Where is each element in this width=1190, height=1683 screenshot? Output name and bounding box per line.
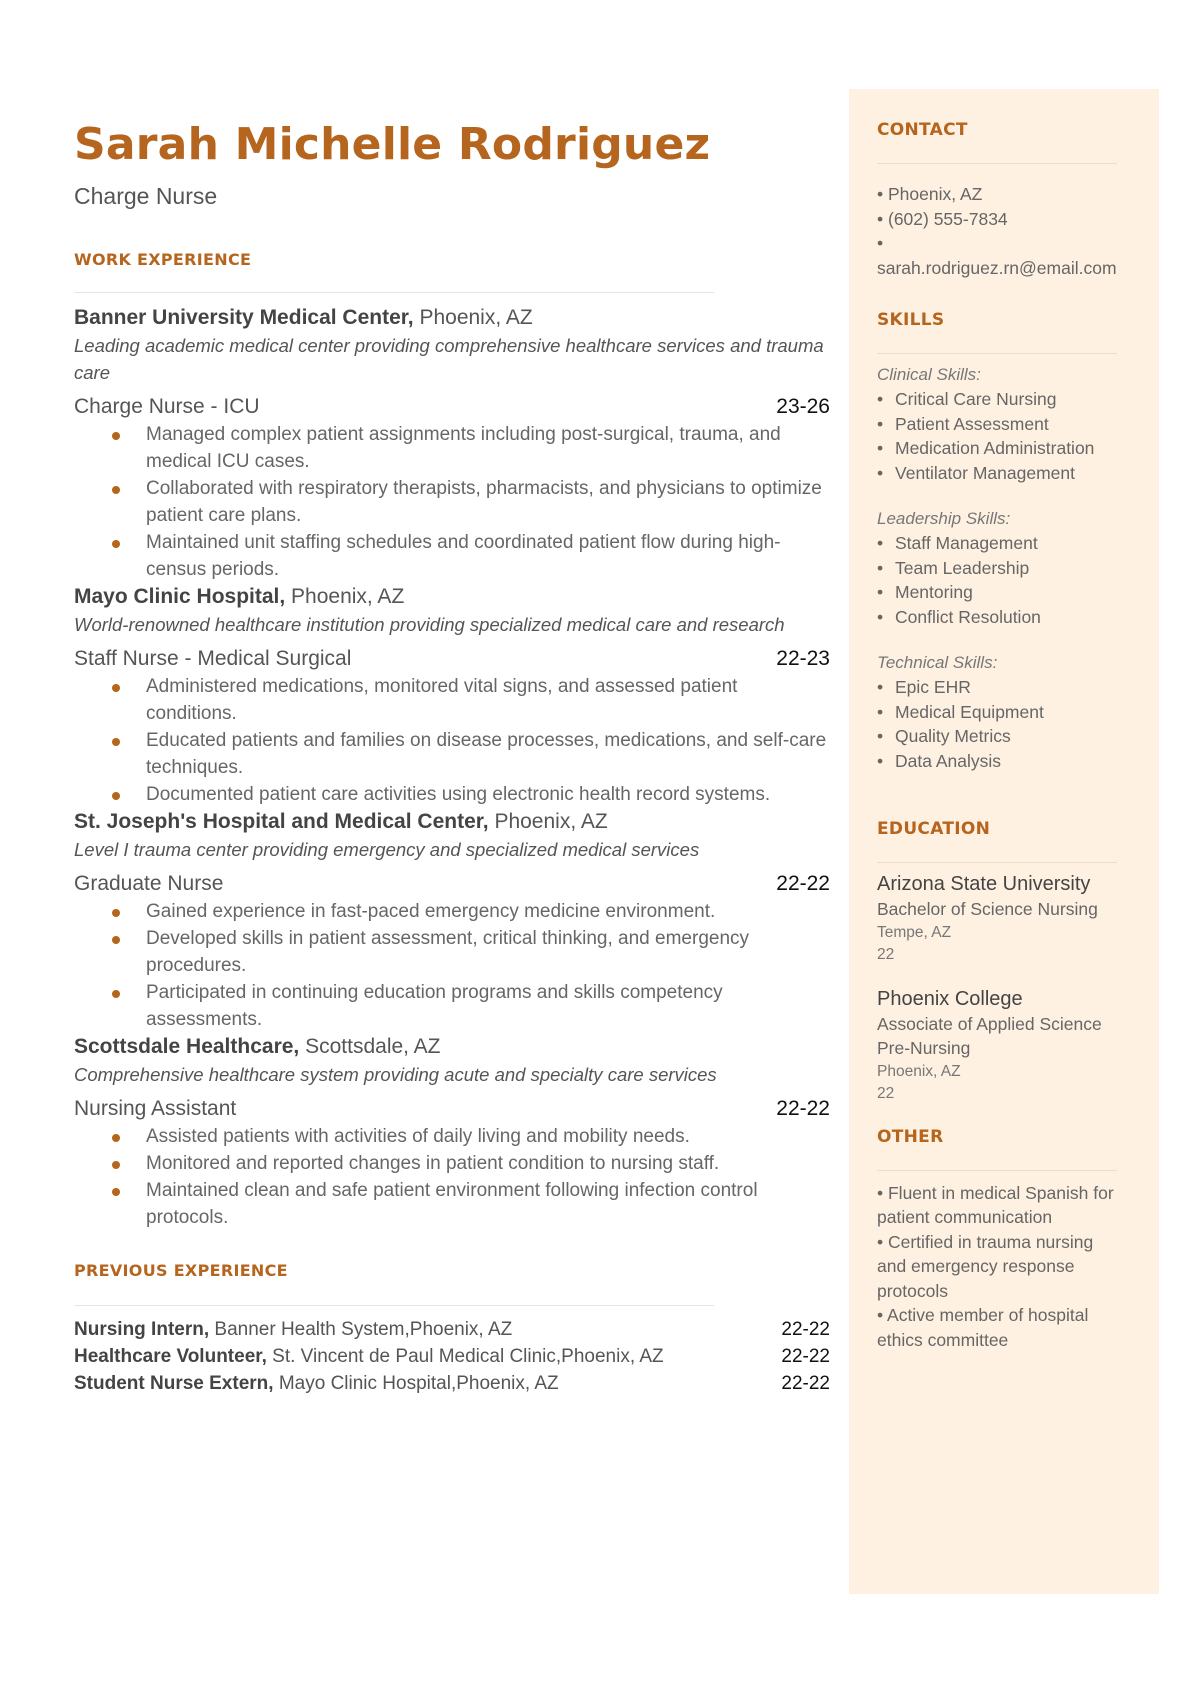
bullet-icon: • — [877, 750, 884, 771]
skill-name: Mentoring — [895, 582, 973, 602]
role-row — [74, 870, 830, 898]
responsibility-text: Assisted patients with activities of daily living and mobility needs. — [146, 1126, 690, 1147]
company-name: Banner University Medical Center, — [74, 306, 414, 329]
previous-role: Student Nurse Extern, — [74, 1373, 274, 1394]
skill-item — [877, 531, 1117, 556]
job-entry — [74, 304, 830, 583]
skill-item — [877, 749, 1117, 774]
role-dates: 23-26 — [776, 395, 830, 418]
divider — [877, 1170, 1117, 1171]
responsibility-text: Maintained unit staffing schedules and coordinated patient flow during high-census periods. — [146, 532, 781, 580]
responsibility-text: Gained experience in fast-paced emergency medicine environment. — [146, 901, 716, 922]
previous-dates: 22-22 — [781, 1373, 830, 1394]
bullet-dot-icon — [112, 792, 120, 800]
divider — [74, 1305, 714, 1306]
skill-item — [877, 724, 1117, 749]
contact-location: • Phoenix, AZ — [877, 184, 983, 204]
responsibility-item — [74, 727, 830, 781]
role-dates: 22-22 — [776, 1097, 830, 1120]
previous-experience-row — [74, 1316, 830, 1343]
company-description: Leading academic medical center providing comprehensive healthcare services and trauma care — [74, 335, 824, 383]
company-name: Scottsdale Healthcare, — [74, 1035, 300, 1058]
education-location: Tempe, AZ — [877, 923, 952, 941]
bullet-icon: • — [877, 726, 884, 746]
skill-name: Medication Administration — [895, 438, 1095, 458]
skill-name: Data Analysis — [895, 750, 1002, 771]
bullet-icon: • — [877, 462, 884, 483]
job-entry — [74, 808, 830, 1033]
skill-item — [877, 461, 1117, 486]
bullet-dot-icon — [112, 990, 120, 998]
skill-item — [877, 436, 1117, 461]
responsibility-item — [74, 979, 830, 1033]
responsibility-text: Documented patient care activities using electronic health record systems. — [146, 784, 771, 805]
skill-item — [877, 605, 1117, 630]
contact-heading: CONTACT — [877, 120, 968, 140]
skills-heading: SKILLS — [877, 310, 945, 330]
candidate-name: Sarah Michelle Rodriguez — [74, 119, 711, 170]
company-line — [74, 808, 830, 836]
role-title: Graduate Nurse — [74, 872, 224, 895]
role-row — [74, 393, 830, 421]
divider — [877, 163, 1117, 164]
degree: Associate of Applied Science Pre-Nursing — [877, 1013, 1102, 1058]
bullet-dot-icon — [112, 684, 120, 692]
bullet-dot-icon — [112, 1188, 120, 1196]
responsibility-text: Developed skills in patient assessment, critical thinking, and emergency procedures. — [146, 928, 750, 976]
company-name: St. Joseph's Hospital and Medical Center, — [74, 810, 489, 833]
previous-dates: 22-22 — [781, 1319, 830, 1340]
bullet-dot-icon — [112, 936, 120, 944]
responsibility-item — [74, 421, 830, 475]
previous-role: Healthcare Volunteer, — [74, 1346, 267, 1367]
bullet-dot-icon — [112, 1161, 120, 1169]
skill-item — [877, 580, 1117, 605]
education-year: 22 — [877, 1084, 895, 1102]
previous-place: Mayo Clinic Hospital,Phoenix, AZ — [273, 1373, 559, 1394]
previous-experience-heading: PREVIOUS EXPERIENCE — [74, 1261, 288, 1280]
sidebar — [849, 89, 1159, 1594]
role-dates: 22-23 — [776, 647, 830, 670]
other-item: • Fluent in medical Spanish for patient communication — [877, 1182, 1114, 1227]
role-title: Staff Nurse - Medical Surgical — [74, 647, 352, 670]
degree: Bachelor of Science Nursing — [877, 899, 1098, 919]
skill-name: Team Leadership — [895, 557, 1030, 578]
divider — [877, 862, 1117, 863]
contact-phone[interactable]: • (602) 555-7834 — [877, 208, 1008, 229]
responsibility-list — [74, 898, 830, 1033]
role-title: Nursing Assistant — [74, 1097, 237, 1120]
skill-item — [877, 556, 1117, 581]
skill-name: Medical Equipment — [895, 701, 1044, 722]
previous-role: Nursing Intern, — [74, 1319, 210, 1340]
skill-name: Staff Management — [895, 533, 1038, 553]
contact-email-bullet: • — [877, 233, 884, 253]
education-heading: EDUCATION — [877, 819, 991, 839]
bullet-icon: • — [877, 438, 884, 458]
education-entry — [877, 986, 1117, 1105]
skill-name: Critical Care Nursing — [895, 389, 1057, 409]
skill-group — [877, 363, 1117, 485]
previous-experience-title-line — [74, 1343, 664, 1370]
role-row — [74, 1095, 830, 1123]
company-name: Mayo Clinic Hospital, — [74, 585, 286, 608]
education-year: 22 — [877, 945, 895, 963]
company-line — [74, 1033, 830, 1061]
responsibility-item — [74, 529, 830, 583]
other-item: • Certified in trauma nursing and emergency response protocols — [877, 1231, 1094, 1301]
responsibility-list — [74, 421, 830, 583]
bullet-icon: • — [877, 606, 884, 627]
previous-place: St. Vincent de Paul Medical Clinic,Phoenix, AZ — [266, 1346, 664, 1367]
skill-group — [877, 651, 1117, 773]
bullet-icon: • — [877, 389, 884, 409]
skill-name: Conflict Resolution — [895, 606, 1041, 627]
responsibility-text: Monitored and reported changes in patient condition to nursing staff. — [146, 1153, 720, 1174]
company-location: Scottsdale, AZ — [299, 1035, 441, 1058]
responsibility-text: Participated in continuing education programs and skills competency assessments. — [146, 982, 723, 1030]
skill-name: Quality Metrics — [895, 726, 1011, 746]
responsibility-item — [74, 1150, 830, 1177]
bullet-icon: • — [877, 557, 884, 578]
bullet-dot-icon — [112, 540, 120, 548]
education-entry — [877, 871, 1117, 966]
responsibility-list — [74, 1123, 830, 1231]
skills-list — [877, 363, 1117, 773]
responsibility-list — [74, 673, 830, 808]
company-line — [74, 304, 830, 332]
divider — [877, 353, 1117, 354]
company-description: Level I trauma center providing emergency and specialized medical services — [74, 839, 700, 860]
company-description: World-renowned healthcare institution providing specialized medical care and research — [74, 614, 785, 635]
role-row — [74, 645, 830, 673]
contact-email[interactable]: sarah.rodriguez.rn@email.com — [877, 257, 1117, 278]
company-location: Phoenix, AZ — [488, 810, 608, 833]
skill-name: Ventilator Management — [895, 462, 1075, 483]
previous-experience-title-line — [74, 1370, 559, 1397]
bullet-dot-icon — [112, 1134, 120, 1142]
previous-experience-list — [74, 1316, 830, 1397]
main-column — [74, 118, 830, 1397]
bullet-dot-icon — [112, 909, 120, 917]
contact-list — [877, 182, 1117, 280]
role-title: Charge Nurse - ICU — [74, 395, 260, 418]
skill-group — [877, 507, 1117, 629]
skill-item — [877, 675, 1117, 700]
previous-experience-title-line — [74, 1316, 512, 1343]
responsibility-text: Maintained clean and safe patient environment following infection control protocols. — [146, 1180, 758, 1228]
skill-category: Leadership Skills: — [877, 509, 1011, 528]
education-location: Phoenix, AZ — [877, 1062, 961, 1080]
other-item: • Active member of hospital ethics committee — [877, 1305, 1089, 1350]
work-experience-heading: WORK EXPERIENCE — [74, 250, 252, 269]
company-line — [74, 583, 830, 611]
previous-place: Banner Health System,Phoenix, AZ — [209, 1319, 513, 1340]
education-list — [877, 871, 1117, 1105]
role-dates: 22-22 — [776, 872, 830, 895]
job-entry — [74, 1033, 830, 1231]
bullet-icon: • — [877, 677, 884, 697]
bullet-icon: • — [877, 533, 884, 553]
bullet-dot-icon — [112, 486, 120, 494]
divider — [74, 292, 714, 293]
responsibility-item — [74, 673, 830, 727]
bullet-icon: • — [877, 413, 884, 434]
skill-name: Epic EHR — [895, 677, 971, 697]
job-title: Charge Nurse — [74, 183, 218, 209]
previous-dates: 22-22 — [781, 1346, 830, 1367]
bullet-icon: • — [877, 582, 884, 602]
bullet-icon: • — [877, 701, 884, 722]
responsibility-text: Educated patients and families on disease processes, medications, and self-care techniques. — [146, 730, 827, 778]
responsibility-item — [74, 898, 830, 925]
work-experience-list — [74, 304, 830, 1231]
company-location: Phoenix, AZ — [413, 306, 533, 329]
skill-item — [877, 700, 1117, 725]
other-list — [877, 1181, 1117, 1353]
job-entry — [74, 583, 830, 808]
responsibility-item — [74, 475, 830, 529]
previous-experience-row — [74, 1343, 830, 1370]
skill-name: Patient Assessment — [895, 413, 1049, 434]
skill-item — [877, 387, 1117, 412]
responsibility-text: Managed complex patient assignments including post-surgical, trauma, and medical ICU cases. — [146, 424, 781, 472]
bullet-dot-icon — [112, 738, 120, 746]
responsibility-text: Collaborated with respiratory therapists, pharmacists, and physicians to optimize patient care plans. — [146, 478, 822, 526]
skill-category: Clinical Skills: — [877, 365, 981, 384]
skill-item — [877, 412, 1117, 437]
other-heading: OTHER — [877, 1126, 944, 1147]
responsibility-item — [74, 925, 830, 979]
company-location: Phoenix, AZ — [285, 585, 405, 608]
skill-category: Technical Skills: — [877, 653, 998, 672]
school-name: Arizona State University — [877, 873, 1091, 895]
school-name: Phoenix College — [877, 987, 1023, 1010]
responsibility-item — [74, 781, 830, 808]
responsibility-item — [74, 1177, 830, 1231]
responsibility-item — [74, 1123, 830, 1150]
company-description: Comprehensive healthcare system providing acute and specialty care services — [74, 1064, 717, 1085]
bullet-dot-icon — [112, 432, 120, 440]
responsibility-text: Administered medications, monitored vital signs, and assessed patient conditions. — [146, 676, 738, 724]
previous-experience-row — [74, 1370, 830, 1397]
